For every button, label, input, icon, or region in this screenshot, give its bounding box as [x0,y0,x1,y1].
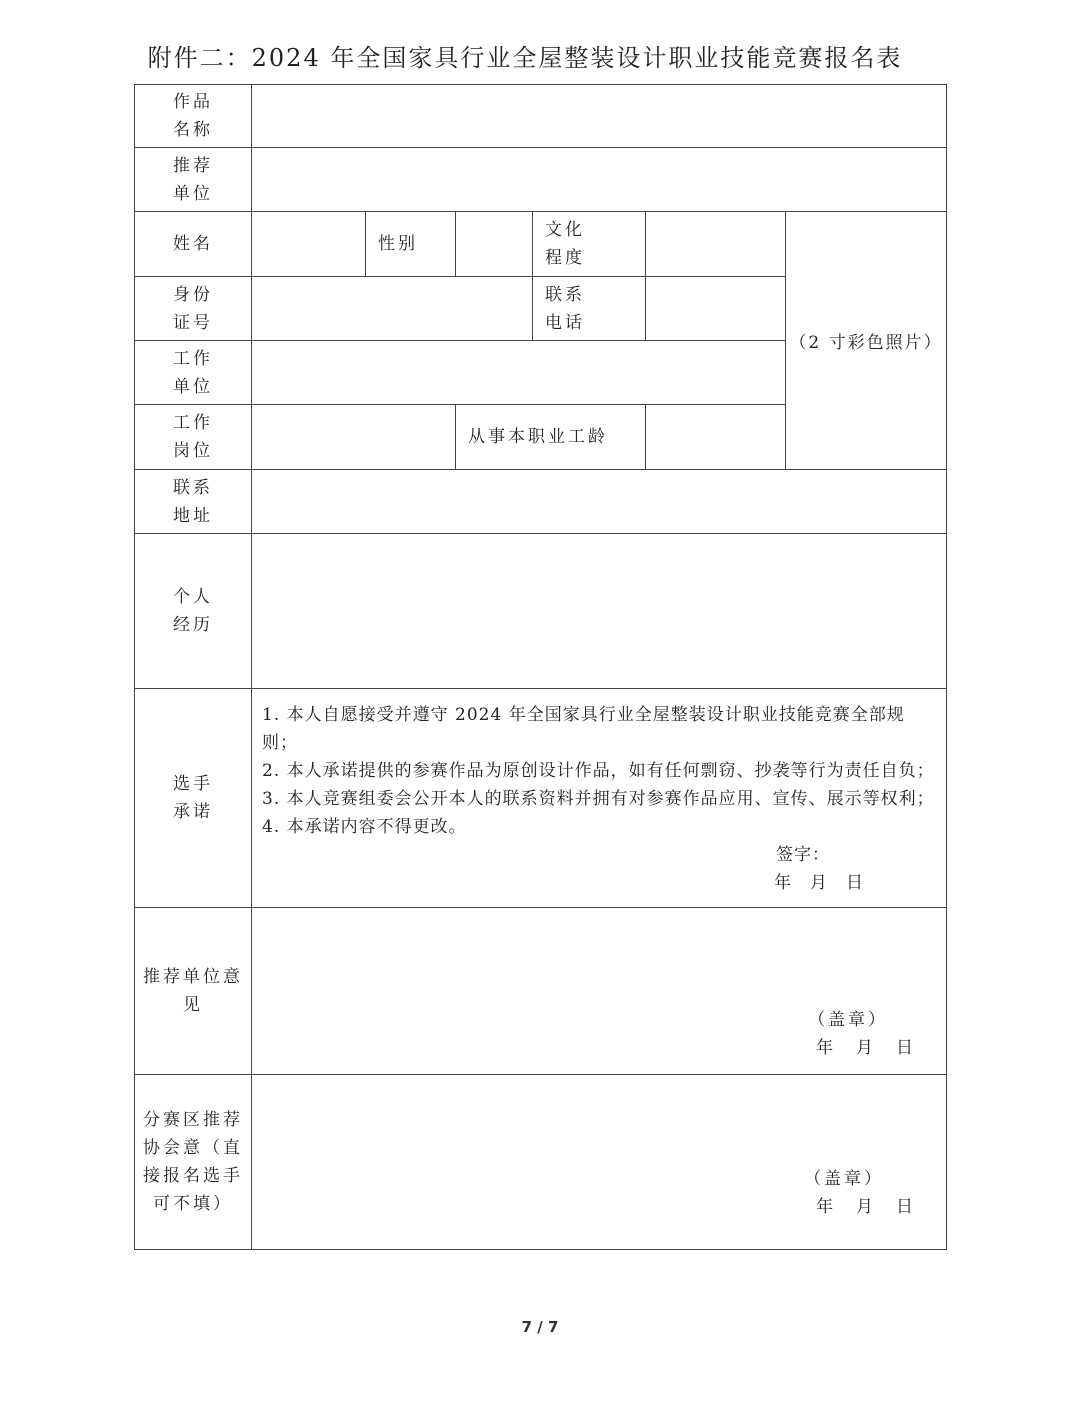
label-work-unit: 工作 单位 [135,341,252,405]
row-resume [135,534,947,689]
row-unit-opinion [135,908,947,1075]
photo-placeholder[interactable]: （2 寸彩色照片） [786,212,947,470]
association-opinion-date: 年 月 日 [816,1197,917,1217]
label-address: 联系 地址 [135,470,252,534]
field-resume[interactable] [252,534,947,689]
row-address [135,470,947,534]
label-education: 文化 程度 [533,212,646,277]
row-association-opinion [135,1075,947,1250]
label-pledge: 选手 承诺 [135,689,252,908]
label-recommend-unit: 推荐 单位 [135,148,252,212]
pledge-item: 3. 本人竞赛组委会公开本人的联系资料并拥有对参赛作品应用、宣传、展示等权利； [262,789,935,809]
registration-form-table [134,84,947,1250]
field-phone[interactable] [646,277,786,341]
page-number: 7 / 7 [521,1318,559,1336]
form-title: 附件二：2024 年全国家具行业全屋整装设计职业技能竞赛报名表 [147,44,903,72]
label-phone: 联系 电话 [533,277,646,341]
field-recommend-unit[interactable] [252,148,947,212]
field-id-number[interactable] [252,277,533,341]
row-name [135,212,947,277]
field-address[interactable] [252,470,947,534]
pledge-item: 1. 本人自愿接受并遵守 2024 年全国家具行业全屋整装设计职业技能竞赛全部规则； [262,705,905,753]
label-id-number: 身份 证号 [135,277,252,341]
label-resume: 个人 经历 [135,534,252,689]
field-years-in-profession[interactable] [646,405,786,470]
field-gender[interactable] [456,212,533,277]
pledge-date: 年 月 日 [774,873,865,893]
label-name: 姓名 [135,212,252,277]
label-gender: 性别 [366,212,456,277]
unit-seal-label: （盖章） [808,1010,889,1030]
row-work-name [135,85,947,148]
pledge-item: 4. 本承诺内容不得更改。 [262,817,467,837]
field-post[interactable] [252,405,456,470]
label-work-name: 作品 名称 [135,85,252,148]
label-association-opinion: 分赛区推荐 协会意（直 接报名选手 可不填） [135,1075,252,1250]
label-post: 工作 岗位 [135,405,252,470]
field-name[interactable] [252,212,366,277]
field-association-opinion[interactable] [252,1075,947,1250]
field-work-name[interactable] [252,85,947,148]
pledge-content [252,689,947,908]
unit-opinion-date: 年 月 日 [816,1038,917,1058]
pledge-signature-label: 签字： [776,845,831,865]
field-work-unit[interactable] [252,341,786,405]
row-recommend-unit [135,148,947,212]
field-unit-opinion[interactable] [252,908,947,1075]
field-education[interactable] [646,212,786,277]
label-unit-opinion: 推荐单位意 见 [135,908,252,1075]
pledge-item: 2. 本人承诺提供的参赛作品为原创设计作品，如有任何剽窃、抄袭等行为责任自负； [262,761,935,781]
association-seal-label: （盖章） [804,1169,885,1189]
row-pledge [135,689,947,908]
label-years-in-profession: 从事本职业工龄 [456,405,646,470]
